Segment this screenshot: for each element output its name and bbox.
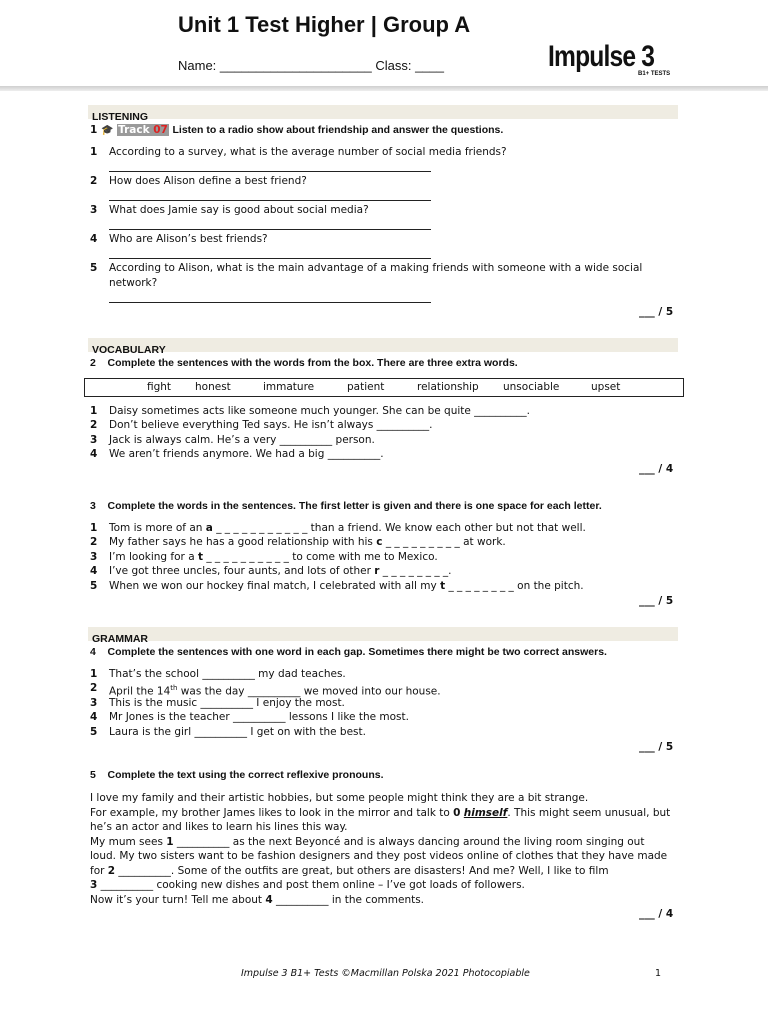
item-text[interactable]: Jack is always calm. He’s a very __________ person. — [109, 434, 375, 446]
item-text-before: My father says he has a good relationship with his — [109, 536, 377, 548]
exercise-number: 2 — [90, 357, 96, 369]
score-box[interactable]: ___ / 5 — [639, 306, 674, 318]
item-text-before: Tom is more of an — [109, 522, 206, 534]
track-badge[interactable] — [117, 124, 169, 136]
item-number: 5 — [90, 726, 98, 738]
item-number: 3 — [90, 697, 98, 709]
question-text: According to a survey, what is the average number of social media friends? — [109, 146, 507, 158]
item-text[interactable]: Daisy sometimes acts like someone much younger. She can be quite __________. — [109, 405, 531, 417]
letter-blanks: _ _ _ _ _ _ _ _ — [379, 565, 449, 577]
header-divider — [0, 86, 768, 91]
paragraph-line[interactable] — [90, 864, 609, 878]
gap-number: 0 — [453, 807, 461, 819]
box-word: immature — [263, 381, 315, 393]
answer-line[interactable] — [109, 302, 431, 303]
item-number: 2 — [90, 682, 98, 694]
question-text: According to Alison, what is the main advantage of a making friends with someone with a wide social — [109, 262, 643, 274]
exercise-5-instruction — [90, 769, 384, 782]
paragraph-line — [90, 806, 670, 820]
footer-text — [241, 968, 530, 979]
paragraph-line[interactable] — [90, 835, 644, 849]
item-text-after: was the day __________ we moved into our house. — [177, 685, 441, 698]
item-text[interactable] — [109, 565, 452, 578]
score-box[interactable]: ___ / 4 — [639, 908, 674, 920]
exercise-number: 4 — [90, 646, 96, 658]
item-text-after: . — [448, 565, 452, 577]
paragraph-line: loud. My two sisters want to be fashion designers and they post videos online of clothes that they have made — [90, 850, 668, 862]
exercise-3-instruction — [90, 500, 602, 513]
item-text-after: to come with me to Mexico. — [288, 551, 438, 563]
item-text[interactable] — [109, 580, 584, 593]
letter-blanks: _ _ _ _ _ _ _ _ _ _ _ — [212, 522, 308, 534]
exercise-number: 1 — [90, 124, 98, 136]
page-title: Unit 1 Test Higher | Group A — [178, 12, 471, 37]
answer-line[interactable] — [109, 200, 431, 201]
exercise-1-instruction — [90, 124, 503, 137]
answer-line[interactable] — [109, 258, 431, 259]
box-word: patient — [347, 381, 385, 393]
answer-line[interactable] — [109, 229, 431, 230]
instruction-text: Complete the text using the correct reflexive pronouns. — [107, 769, 384, 781]
item-text[interactable] — [109, 522, 586, 535]
ordinal-suffix: th — [170, 684, 178, 692]
item-number: 3 — [90, 434, 98, 446]
question-text: Who are Alison’s best friends? — [109, 233, 268, 245]
item-text-before: I’m looking for a — [109, 551, 198, 563]
track-label: Track — [118, 124, 150, 136]
letter-blanks: _ _ _ _ _ _ _ _ — [445, 580, 514, 592]
line-text: Now it’s your turn! Tell me about — [90, 894, 266, 906]
item-text-before: I’ve got three uncles, four aunts, and lots of other — [109, 565, 375, 577]
question-number: 2 — [90, 175, 98, 187]
item-number: 2 — [90, 419, 98, 431]
paragraph-line: I love my family and their artistic hobbies, but some people might think they are a bit strange. — [90, 792, 589, 804]
item-number: 4 — [90, 565, 98, 577]
section-heading: GRAMMAR — [92, 633, 148, 645]
line-text: . This might seem unusual, but — [507, 807, 671, 819]
score-box[interactable]: ___ / 4 — [639, 463, 674, 475]
line-text: __________. Some of the outfits are great, but others are disasters! And me? Well, I like to film — [115, 865, 609, 877]
section-heading: VOCABULARY — [92, 344, 166, 356]
question-number: 3 — [90, 204, 98, 216]
question-text-continued: network? — [109, 277, 158, 289]
item-text[interactable] — [109, 668, 346, 681]
item-number: 3 — [90, 551, 98, 563]
item-number: 5 — [90, 580, 98, 592]
item-text[interactable] — [109, 536, 506, 549]
brand-logo: Impulse 3 — [548, 40, 655, 73]
instruction-text: Complete the words in the sentences. The first letter is given and there is one space for each letter. — [107, 500, 602, 512]
score-box[interactable]: ___ / 5 — [639, 595, 674, 607]
page-number: 1 — [655, 968, 662, 979]
question-number: 1 — [90, 146, 98, 158]
item-text-before: Mr Jones is the teacher __________ lessons I like the most. — [109, 711, 409, 723]
paragraph-line: he’s an actor and likes to learn his lines this way. — [90, 821, 348, 833]
item-number: 4 — [90, 711, 98, 723]
first-letter: a — [205, 522, 213, 534]
box-word: relationship — [417, 381, 479, 393]
section-heading: LISTENING — [92, 111, 149, 123]
first-letter: c — [376, 536, 383, 548]
item-number: 1 — [90, 668, 98, 680]
footer-copyright: Impulse 3 B1+ Tests ©Macmillan Polska 2021 Photocopiable — [241, 968, 530, 979]
item-text[interactable] — [109, 726, 366, 739]
exercise-2-instruction — [90, 357, 518, 370]
letter-blanks: _ _ _ _ _ _ _ _ _ — [382, 536, 460, 548]
first-letter: r — [374, 565, 380, 577]
item-text-before: This is the music __________ I enjoy the most. — [109, 697, 345, 709]
section-bar-vocabulary — [88, 338, 678, 356]
first-letter: t — [197, 551, 203, 563]
answer-line[interactable] — [109, 171, 431, 172]
section-bar-listening — [88, 105, 678, 123]
line-text: __________ in the comments. — [272, 894, 425, 906]
line-text: __________ as the next Beyoncé and is always dancing around the living room singing out — [173, 836, 645, 848]
item-number: 1 — [90, 522, 98, 534]
gap-number: 4 — [265, 894, 273, 906]
item-number: 4 — [90, 448, 98, 460]
item-number: 2 — [90, 536, 98, 548]
item-text[interactable]: We aren’t friends anymore. We had a big __________. — [109, 448, 384, 460]
item-text[interactable] — [109, 551, 438, 564]
item-text-before: That’s the school __________ my dad teaches. — [109, 668, 346, 680]
gap-number: 3 — [90, 879, 98, 891]
letter-blanks: _ _ _ _ _ _ _ _ _ _ — [203, 551, 289, 563]
item-number: 1 — [90, 405, 98, 417]
instruction-text: Listen to a radio show about friendship and answer the questions. — [172, 124, 504, 136]
name-class-line: Name: _____________________ Class: ____ — [178, 58, 444, 73]
item-text[interactable]: Don’t believe everything Ted says. He isn’t always __________. — [109, 419, 433, 431]
item-text-before: Laura is the girl __________ I get on with the best. — [109, 726, 366, 738]
line-text: For example, my brother James likes to look in the mirror and talk to — [90, 807, 454, 819]
line-text: for — [90, 865, 108, 877]
paragraph-line[interactable] — [90, 893, 424, 907]
item-text-after: at work. — [459, 536, 506, 548]
item-text-after: than a friend. We know each other but not that well. — [307, 522, 586, 534]
line-text: My mum sees — [90, 836, 167, 848]
first-letter: t — [440, 580, 446, 592]
item-text-before: April the 14 — [109, 685, 171, 698]
example-answer: himself — [463, 807, 508, 819]
box-word: fight — [147, 381, 172, 393]
item-text-after: on the pitch. — [513, 580, 584, 592]
exercise-4-instruction — [90, 646, 607, 659]
question-text: What does Jamie say is good about social media? — [109, 204, 369, 216]
question-number: 4 — [90, 233, 98, 245]
brand-subtitle: B1+ TESTS — [638, 71, 671, 77]
gap-number: 2 — [107, 865, 116, 877]
track-number: 07 — [153, 124, 168, 136]
graduation-cap-icon: 🎓 — [100, 125, 114, 136]
gap-number: 1 — [166, 836, 174, 848]
exercise-number: 3 — [90, 500, 96, 512]
box-word: upset — [591, 381, 621, 393]
section-bar-grammar — [88, 627, 678, 645]
question-number: 5 — [90, 262, 98, 274]
box-word: unsociable — [503, 381, 560, 393]
instruction-text: Complete the sentences with the words from the box. There are three extra words. — [107, 357, 518, 369]
exercise-number: 5 — [90, 769, 96, 781]
score-box[interactable]: ___ / 5 — [639, 741, 674, 753]
item-text[interactable] — [109, 697, 345, 710]
paragraph-line[interactable] — [90, 878, 525, 892]
item-text[interactable] — [109, 711, 409, 724]
item-text-before: When we won our hockey final match, I celebrated with all my — [109, 580, 441, 592]
line-text: __________ cooking new dishes and post them online – I’ve got loads of followers. — [97, 879, 525, 891]
instruction-text: Complete the sentences with one word in each gap. Sometimes there might be two correct answers. — [107, 646, 607, 658]
question-text: How does Alison define a best friend? — [109, 175, 307, 187]
box-word: honest — [195, 381, 231, 393]
